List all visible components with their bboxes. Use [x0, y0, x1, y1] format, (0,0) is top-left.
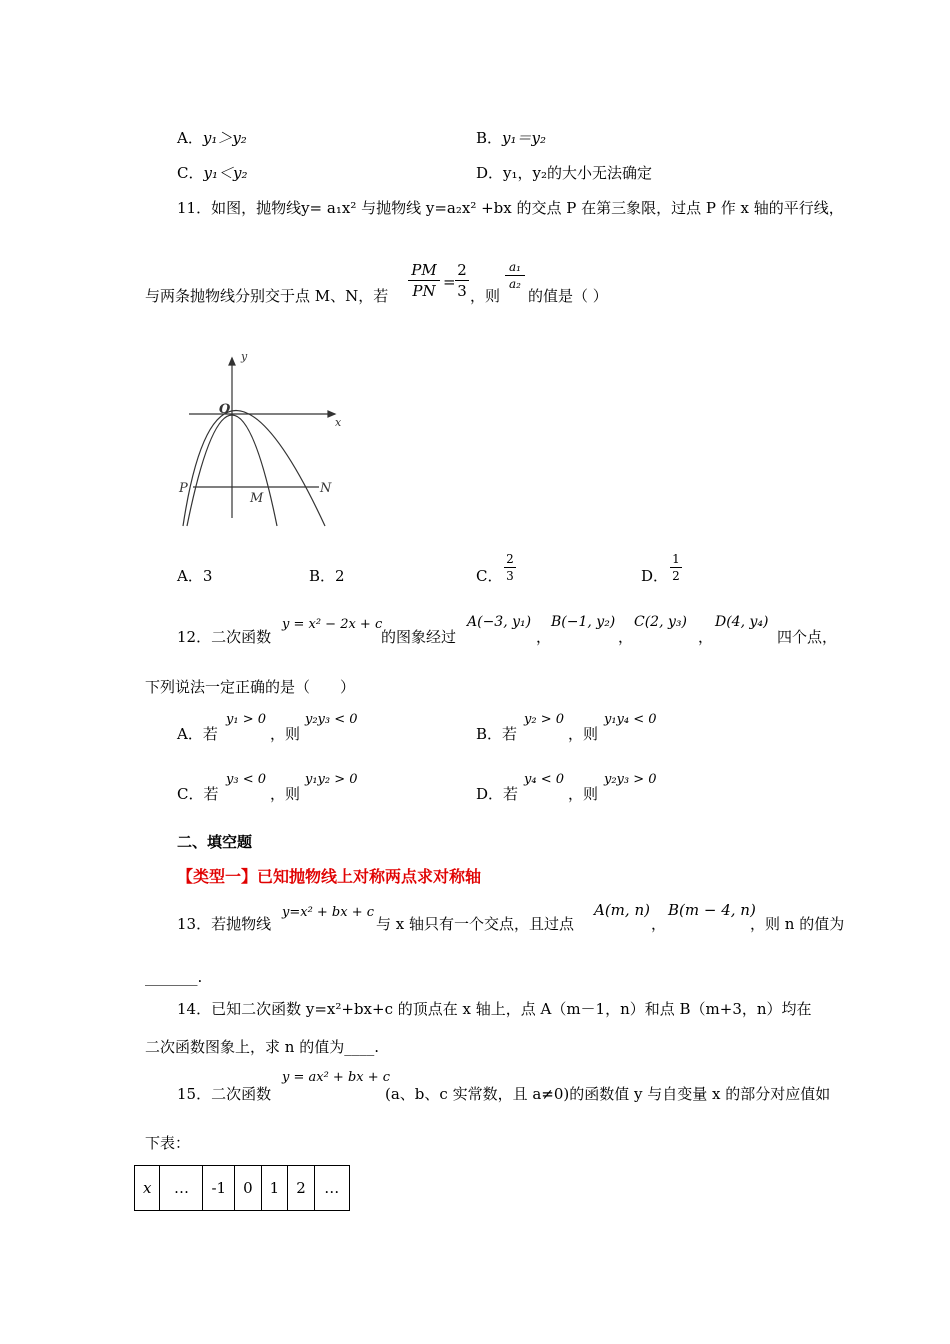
q12-option-b-result: y₁y₄ < 0 [604, 712, 657, 727]
frac-numerator: 2 [457, 261, 467, 279]
table-cell: 2 [288, 1166, 315, 1211]
table-cell: -1 [203, 1166, 235, 1211]
q15-stem-pre: 15．二次函数 [177, 1085, 272, 1103]
q13-function: y=x² + bx + c [282, 905, 375, 920]
q11-frac-a1-a2 [505, 260, 525, 291]
option-text: y₁，y₂的大小无法确定 [503, 164, 653, 182]
y-axis-label: y [241, 350, 248, 363]
q12-option-c-label: C．若 [177, 785, 219, 803]
frac-numerator: 2 [506, 552, 514, 566]
point-n-label: N [320, 481, 332, 496]
q10-option-d [476, 164, 652, 182]
frac-bar [505, 275, 525, 276]
option-text: y₁＝y₂ [502, 129, 547, 147]
q15-stem-line2: 下表： [145, 1134, 191, 1152]
q11-stem-line2-pre: 与两条抛物线分别交于点 M、N，若 [145, 287, 389, 305]
frac-bar [408, 280, 440, 281]
option-text: y₁＞y₂ [202, 129, 247, 147]
option-label: B． [476, 129, 503, 147]
q12-option-a-then: ，则 [270, 725, 301, 743]
point-p-label: P [179, 481, 188, 496]
option-label: D． [476, 164, 504, 182]
q11-frac-2-3 [455, 261, 469, 300]
q11-stem-line1: 11．如图，抛物线y= a₁x² 与抛物线 y=a₂x² +bx 的交点 P 在第三象限，过点 P 作 x 轴的平行线， [177, 199, 844, 217]
q12-option-a-cond: y₁ > 0 [226, 712, 266, 727]
q12-option-c-cond: y₃ < 0 [226, 772, 266, 787]
origin-label: O [219, 402, 231, 417]
q12-stem-pre: 12．二次函数 [177, 628, 272, 646]
frac-denominator: PN [412, 282, 436, 300]
q10-option-c [177, 164, 247, 182]
q12-point-b: B(−1, y₂) [551, 614, 616, 630]
table-cell: … [160, 1166, 203, 1211]
q14-stem-line1: 14．已知二次函数 y=x²+bx+c 的顶点在 x 轴上，点 A（m－1，n）和点 B（m+3，n）均在 [177, 1000, 812, 1018]
frac-numerator: a₁ [509, 260, 521, 274]
q12-option-b-cond: y₂ > 0 [524, 712, 564, 727]
q12-option-d-label: D．若 [476, 785, 519, 803]
q12-sep-3: ， [698, 628, 714, 646]
q12-option-d-cond: y₄ < 0 [524, 772, 564, 787]
option-label: A． [177, 129, 203, 147]
q11-option-c-fraction [504, 552, 516, 583]
frac-bar [504, 567, 516, 568]
frac-denominator: 3 [506, 569, 514, 583]
q13-stem-post: ，则 n 的值为 [750, 915, 845, 933]
frac-denominator: 3 [457, 282, 467, 300]
q12-sep-2: ， [618, 628, 634, 646]
x-axis-label: x [335, 416, 342, 429]
q15-stem-post: (a、b、c 实常数，且 a≠0)的函数值 y 与自变量 x 的部分对应值如 [385, 1085, 831, 1103]
q15-value-table [134, 1165, 350, 1211]
table-cell: … [314, 1166, 349, 1211]
q13-answer-blank[interactable]: _______. [145, 968, 203, 986]
q15-function: y = ax² + bx + c [282, 1070, 391, 1085]
q12-option-b-label: B．若 [476, 725, 518, 743]
q12-stem-post: 四个点， [777, 628, 838, 646]
q11-option-d-label: D． [641, 567, 669, 585]
q11-stem-line2-post: 的值是（ ） [528, 287, 608, 305]
q12-stem-mid: 的图象经过 [381, 628, 457, 646]
q12-point-d: D(4, y₄) [715, 614, 769, 630]
q11-frac-pm-pn [408, 261, 440, 300]
frac-denominator: 2 [672, 569, 680, 583]
q13-stem-mid: 与 x 轴只有一个交点，且过点 [376, 915, 574, 933]
frac-denominator: a₂ [509, 277, 521, 291]
option-label: C． [177, 164, 204, 182]
q12-option-a-label: A．若 [177, 725, 218, 743]
q11-option-c-label: C． [476, 567, 503, 585]
q11-stem-line2-mid: ，则 [470, 287, 501, 305]
q12-function: y = x² − 2x + c [282, 617, 383, 632]
q11-option-b: B．2 [309, 567, 345, 585]
q13-sep: ， [651, 915, 667, 933]
frac-bar [455, 280, 469, 281]
q11-option-a: A．3 [177, 567, 213, 585]
table-cell: 0 [235, 1166, 262, 1211]
q10-option-a [177, 129, 247, 147]
q12-sep-1: ， [536, 628, 552, 646]
q12-option-c-then: ，则 [270, 785, 301, 803]
type1-heading: 【类型一】已知抛物线上对称两点求对称轴 [177, 867, 482, 886]
q12-option-b-then: ，则 [568, 725, 599, 743]
table-cell: 1 [261, 1166, 288, 1211]
q11-parabola-graph [175, 350, 350, 530]
q12-stem-line2: 下列说法一定正确的是（ ） [145, 678, 356, 696]
q12-option-d-then: ，则 [568, 785, 599, 803]
q11-option-d-fraction [670, 552, 682, 583]
table-cell: x [135, 1166, 160, 1211]
q14-stem-line2: 二次函数图象上，求 n 的值为____. [145, 1038, 379, 1056]
q12-option-c-result: y₁y₂ > 0 [305, 772, 358, 787]
q13-stem-pre: 13．若抛物线 [177, 915, 272, 933]
q13-point-a: A(m, n) [594, 901, 650, 919]
q11-equals: = [443, 273, 456, 291]
frac-numerator: PM [411, 261, 437, 279]
frac-numerator: 1 [672, 552, 680, 566]
y-axis-arrow [229, 358, 235, 365]
frac-bar [670, 567, 682, 568]
q12-point-c: C(2, y₃) [634, 614, 687, 630]
option-text: y₁＜y₂ [203, 164, 248, 182]
parabola-a2 [183, 411, 325, 527]
q10-option-b [476, 129, 546, 147]
table-row [135, 1166, 350, 1211]
section-title: 二、填空题 [177, 833, 253, 851]
q12-option-d-result: y₂y₃ > 0 [604, 772, 657, 787]
x-axis-arrow [328, 411, 335, 417]
point-m-label: M [250, 491, 264, 506]
q12-point-a: A(−3, y₁) [467, 614, 532, 630]
q13-point-b: B(m − 4, n) [668, 901, 756, 919]
q12-option-a-result: y₂y₃ < 0 [305, 712, 358, 727]
